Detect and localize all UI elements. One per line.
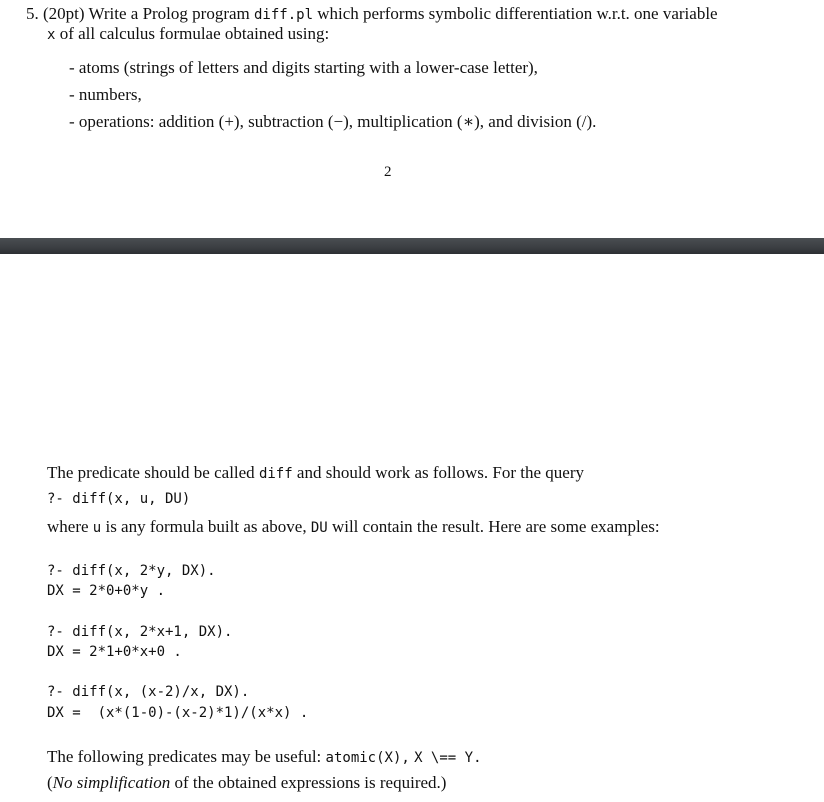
variable-du: DU bbox=[310, 520, 328, 536]
question-text-a: Write a Prolog program bbox=[88, 4, 250, 23]
bullet-item: - atoms (strings of letters and digits starting with a lower-case letter), bbox=[69, 58, 538, 77]
predicate-name: diff bbox=[258, 466, 293, 482]
filename: diff.pl bbox=[254, 7, 314, 23]
example-query: ?- diff(x, 2*y, DX). bbox=[47, 563, 216, 579]
page-number: 2 bbox=[384, 164, 392, 180]
example-result: DX = 2*1+0*x+0 . bbox=[47, 644, 182, 660]
where-line: where u is any formula built as above, DU will contain the result. Here are some examples: bbox=[47, 517, 660, 536]
variable-u: u bbox=[92, 520, 102, 536]
example-query: ?- diff(x, 2*x+1, DX). bbox=[47, 624, 233, 640]
predicate-atomic: atomic(X), bbox=[325, 750, 410, 766]
question-line-1 bbox=[26, 4, 816, 25]
intro-line: The predicate should be called diff and should work as follows. For the query bbox=[47, 463, 584, 482]
query-example: ?- diff(x, u, DU) bbox=[47, 491, 191, 507]
question-points: (20pt) bbox=[43, 4, 85, 23]
useful-predicates-line: The following predicates may be useful: atomic(X), X \== Y. bbox=[47, 747, 482, 766]
question-text-b: which performs symbolic differentiation w.r.t. one variable bbox=[317, 4, 718, 23]
page-separator bbox=[0, 238, 824, 254]
question-line-2-rest: of all calculus formulae obtained using: bbox=[59, 24, 330, 43]
question-line-2 bbox=[47, 24, 329, 45]
variable-x: x bbox=[47, 27, 56, 43]
note-line: (No simplification of the obtained expressions is required.) bbox=[47, 773, 447, 792]
question-number: 5. bbox=[26, 4, 39, 23]
bullet-item: - numbers, bbox=[69, 85, 142, 104]
bullet-item: - operations: addition (+), subtraction (−), multiplication (∗), and division (/). bbox=[69, 112, 597, 131]
note-emphasis: No simplification bbox=[52, 773, 171, 792]
example-result: DX = 2*0+0*y . bbox=[47, 583, 166, 599]
predicate-not-equal: X \== Y. bbox=[414, 750, 482, 766]
example-query: ?- diff(x, (x-2)/x, DX). bbox=[47, 684, 250, 700]
example-result: DX = (x*(1-0)-(x-2)*1)/(x*x) . bbox=[47, 705, 309, 721]
